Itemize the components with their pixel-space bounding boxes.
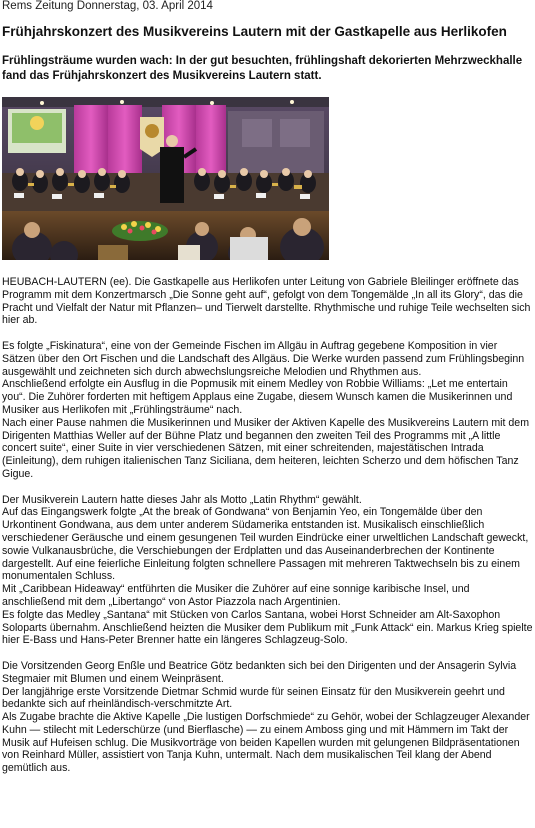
article-body xyxy=(2,276,533,775)
concert-photo xyxy=(2,97,329,260)
article-headline: Frühjahrskonzert des Musikvereins Lautern mit der Gastkapelle aus Herlikofen xyxy=(2,24,507,39)
paragraph: Als Zugabe brachte die Aktive Kapelle „Die lustigen Dorfschmiede“ zu Gehör, wobei der Schlagzeuger Alexander Kuhn — stilecht mit Lederschürze (und Bierflasche) — zu einem Amboss ging und mit Hämmern im Takt der Musik auf Hufeisen schlug. Die Musikvorträge von beiden Kapellen wurden mit gelungenen Bildpräsentationen von Reinhard Müller, assistiert von Tanja Kuhn, untermalt. Nach dem musikalischen Teil klang der Abend gemütlich aus. xyxy=(2,711,530,775)
paragraph: Es folgte „Fiskinatura“, eine von der Gemeinde Fischen im Allgäu in Auftrag gegebene Komposition in vier Sätzen über den Ort Fischen und die Landschaft des Allgäus. Die Werke wurden passend zum Frühlingsbeginn ausgewählt und zeichneten sich durch abwechslungsreiche Melodien und Rhythmen aus. xyxy=(2,339,525,378)
paragraph: Der Musikverein Lautern hatte dieses Jahr als Motto „Latin Rhythm“ gewählt. xyxy=(2,493,362,506)
paragraph: HEUBACH-LAUTERN (ee). Die Gastkapelle aus Herlikofen unter Leitung von Gabriele Bleilinger eröffnete das Programm mit dem Konzertmarsch „Die Sonne geht auf“, gefolgt von dem Tongemälde „In all its Glory“, das die Pracht und Vielfalt der Natur mit Pflanzen– und Tierwelt darstellte. Rhythmische und ruhige Teile wechselten sich hier ab. xyxy=(2,276,531,327)
paragraph: Der langjährige erste Vorsitzende Dietmar Schmid wurde für seinen Einsatz für den Musikverein geehrt und bedankte sich auf rheinländisch-verschmitzte Art. xyxy=(2,685,505,711)
concert-photo-graphic xyxy=(2,97,329,260)
paragraph: Die Vorsitzenden Georg Enßle und Beatrice Götz bedankten sich bei den Dirigenten und der Ansagerin Sylvia Stegmaier mit Blumen und einem Weinpräsent. xyxy=(2,659,517,685)
source-line: Rems Zeitung Donnerstag, 03. April 2014 xyxy=(2,0,213,12)
paragraph: Mit „Caribbean Hideaway“ entführten die Musiker die Zuhörer auf eine sonnige karibische Insel, und anschließend mit dem „Libertango“ von Astor Piazzola nach Argentinien. xyxy=(2,583,470,608)
paragraph: Auf das Eingangswerk folgte „At the break of Gondwana“ von Benjamin Yeo, ein Tongemälde über den Urkontinent Gondwana, aus dem unter anderem Südamerika entstanden ist. Musikalisch einschließlich verschiedener Geräusche und einem gesungenen Teil wurden Eindrücke einer urweltlichen Landschaft geweckt, sowie Vulkanausbrüche, die Verschiebungen der Erdplatten und das Auseinanderbrechen der Kontinente dargestellt. Auf eine feierliche Einleitung folgten schnellere Passagen mit mehreren Taktwechseln bis zu einem monumentalen Schluss. xyxy=(2,506,529,583)
paragraph: Anschließend erfolgte ein Ausflug in die Popmusik mit einem Medley von Robbie Williams: „Let me entertain you“. Die Zuhörer forderten mit heftigem Applaus eine Zugabe, diesem Wunsch kamen die Musikerinnen und Musiker aus Herlikofen mit „Frühlingsträume“ nach. xyxy=(2,378,513,416)
article-lead: Frühlingsträume wurden wach: In der gut besuchten, frühlingshaft dekorierten Mehrzweckhalle fand das Frühjahrskonzert des Musikvereins Lautern statt. xyxy=(2,55,523,82)
paragraph: Es folgte das Medley „Santana“ mit Stücken von Carlos Santana, wobei Horst Schneider am Alt-Saxophon Soloparts übernahm. Anschließend heizten die Musiker dem Publikum mit „Funk Attack“ ein. Markus Krieg spielte hier E-Bass und Hans-Peter Brenner hatte ein längeres Schlagzeug-Solo. xyxy=(2,608,533,647)
paragraph: Nach einer Pause nahmen die Musikerinnen und Musiker der Aktiven Kapelle des Musikvereins Lautern mit dem Dirigenten Matthias Weller auf der Bühne Platz und begannen den zweiten Teil des Programms mit „A little concert suite“, einer Suite in vier verschiedenen Sätzen, mit einer schreitenden, majestätischen Intrada (Einleitung), dem ruhigen italienischen Tanz Siciliana, dem heiteren, leichten Scherzo und dem höfischen Tanz Gigue. xyxy=(2,416,530,480)
